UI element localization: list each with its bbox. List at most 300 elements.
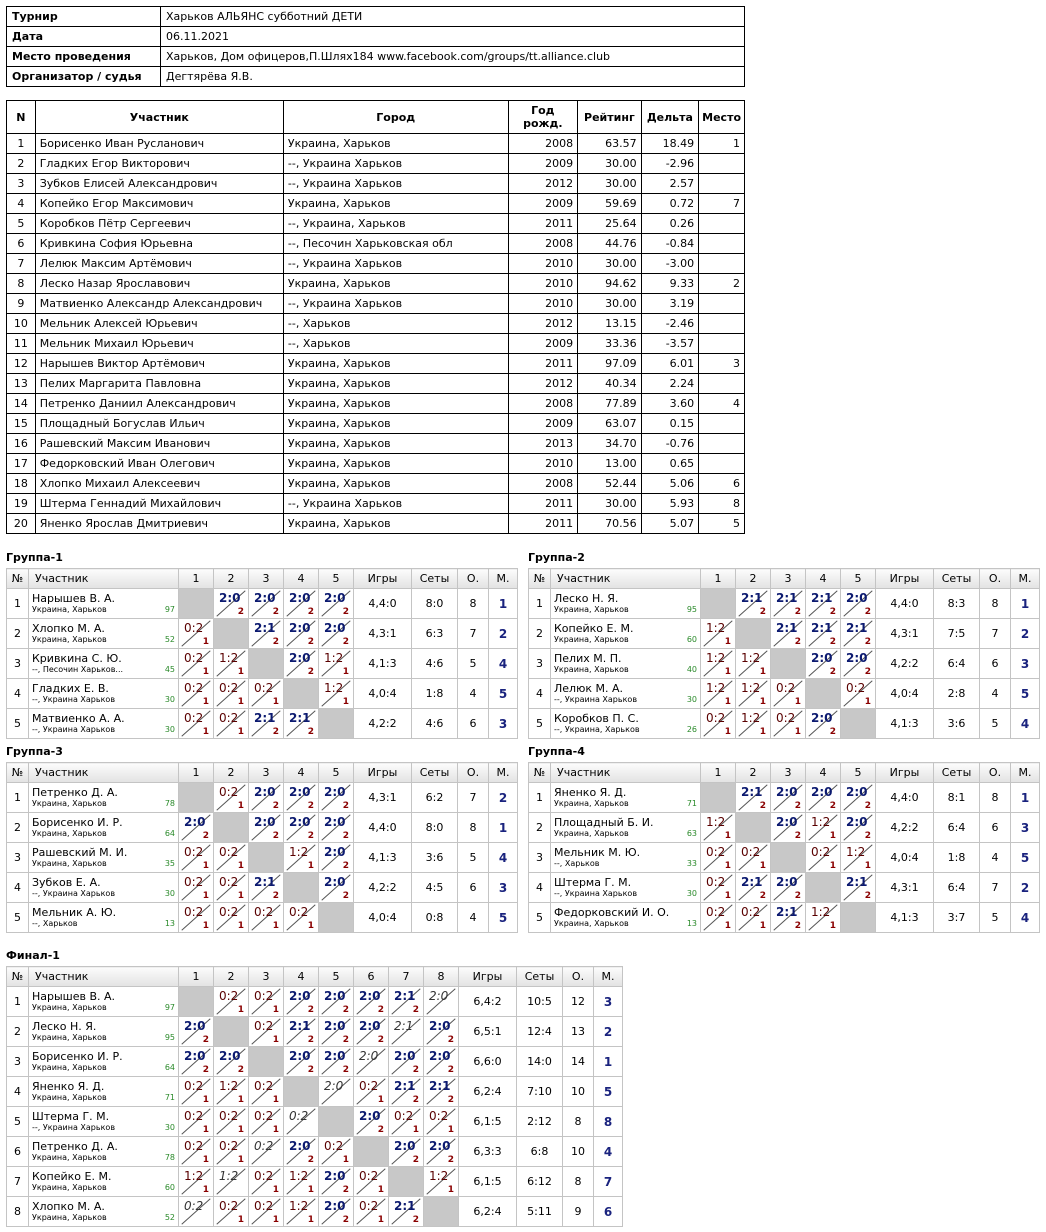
diagonal-cell [389, 1167, 424, 1197]
match-points: 2 [447, 1095, 454, 1105]
match-points: 2 [412, 1095, 419, 1105]
participant-cell: -2.96 [641, 154, 699, 174]
match-score: 2:0 [394, 1049, 416, 1063]
participant-cell: Гладких Егор Викторович [35, 154, 283, 174]
match-points: 1 [272, 1005, 279, 1015]
player-cell [29, 1197, 179, 1227]
player-rating: 30 [686, 889, 697, 898]
diagonal-cell [214, 1017, 249, 1047]
match-points: 1 [237, 727, 244, 737]
match-result-cell [389, 1047, 424, 1077]
games-count: 4,0:4 [876, 843, 934, 873]
row-number: 4 [7, 1077, 29, 1107]
participant-row [7, 134, 745, 154]
group-header: О. [563, 967, 594, 987]
info-label: Дата [7, 27, 161, 47]
match-result-cell [179, 1197, 214, 1227]
match-score: 2:1 [741, 591, 763, 605]
row-number: 5 [529, 709, 551, 739]
group-header: О. [980, 763, 1011, 783]
participant-cell: Украина, Харьков [283, 194, 508, 214]
sets-count: 2:12 [517, 1107, 563, 1137]
match-result-cell [214, 589, 249, 619]
player-cell [29, 813, 179, 843]
match-score: 2:1 [776, 905, 798, 919]
games-count: 4,1:3 [354, 649, 412, 679]
participant-row [7, 214, 745, 234]
participant-cell: 33.36 [578, 334, 641, 354]
match-points: 1 [342, 697, 349, 707]
player-cell [29, 987, 179, 1017]
player-cell [29, 1017, 179, 1047]
participant-cell: 15 [7, 414, 36, 434]
match-points: 1 [724, 727, 731, 737]
participant-cell: Мельник Алексей Юрьевич [35, 314, 283, 334]
participant-cell: Мельник Михаил Юрьевич [35, 334, 283, 354]
match-score: 2:1 [254, 621, 276, 635]
match-score: 2:0 [184, 815, 206, 829]
match-points: 1 [272, 1125, 279, 1135]
match-points: 2 [237, 1065, 244, 1075]
match-result-cell [701, 873, 736, 903]
group-header: 5 [319, 763, 354, 783]
player-cell [29, 589, 179, 619]
participant-cell: --, Украина Харьков [283, 154, 508, 174]
row-number: 3 [529, 843, 551, 873]
diagonal-cell [771, 843, 806, 873]
group-header: 4 [806, 569, 841, 589]
participant-cell: 8 [699, 494, 745, 514]
group-row [7, 679, 518, 709]
match-result-cell [771, 709, 806, 739]
match-result-cell [771, 589, 806, 619]
match-result-cell [179, 679, 214, 709]
player-city: Украина, Харьков [32, 829, 107, 838]
match-score: 2:0 [289, 651, 311, 665]
points-count: 8 [980, 589, 1011, 619]
player-rating: 30 [686, 695, 697, 704]
participant-cell: Рашевский Максим Иванович [35, 434, 283, 454]
games-count: 4,4:0 [354, 813, 412, 843]
sets-count: 2:8 [934, 679, 980, 709]
match-points: 1 [237, 1155, 244, 1165]
match-points: 2 [307, 1065, 314, 1075]
match-result-cell [179, 649, 214, 679]
match-score: 0:2 [219, 1109, 239, 1123]
match-score: 1:2 [219, 1169, 239, 1183]
match-points: 2 [447, 1035, 454, 1045]
match-points: 2 [307, 607, 314, 617]
participant-cell: Площадный Богуслав Ильич [35, 414, 283, 434]
points-count: 4 [458, 679, 489, 709]
participants-header: N [7, 101, 36, 134]
info-label: Организатор / судья [7, 67, 161, 87]
match-result-cell [214, 1047, 249, 1077]
participant-cell: 30.00 [578, 174, 641, 194]
participants-header: Дельта [641, 101, 699, 134]
row-number: 2 [529, 619, 551, 649]
match-score: 2:1 [289, 711, 311, 725]
match-result-cell [736, 783, 771, 813]
match-score: 0:2 [219, 1139, 239, 1153]
match-points: 2 [342, 1065, 349, 1075]
match-result-cell [771, 903, 806, 933]
group-row [7, 1047, 623, 1077]
participant-cell: 5 [7, 214, 36, 234]
match-result-cell [284, 589, 319, 619]
participant-row [7, 414, 745, 434]
match-points: 1 [237, 1215, 244, 1225]
match-score: 0:2 [706, 845, 726, 859]
group-header: 2 [736, 763, 771, 783]
participant-cell: Украина, Харьков [283, 454, 508, 474]
player-city: --, Харьков [554, 859, 600, 868]
match-score: 2:0 [811, 651, 833, 665]
match-points: 2 [307, 637, 314, 647]
match-score: 0:2 [776, 711, 796, 725]
group-row [7, 873, 518, 903]
match-result-cell [841, 843, 876, 873]
match-score: 2:0 [289, 1139, 311, 1153]
match-points: 1 [237, 891, 244, 901]
participant-cell: Матвиенко Александр Александрович [35, 294, 283, 314]
points-count: 8 [458, 813, 489, 843]
group-header: Игры [459, 967, 517, 987]
group-header: 2 [736, 569, 771, 589]
match-points: 1 [202, 1095, 209, 1105]
games-count: 6,1:5 [459, 1107, 517, 1137]
participant-cell: Федорковский Иван Олегович [35, 454, 283, 474]
games-count: 6,5:1 [459, 1017, 517, 1047]
participant-cell: -2.46 [641, 314, 699, 334]
match-score: 2:0 [254, 815, 276, 829]
participant-cell: 0.26 [641, 214, 699, 234]
match-points: 2 [759, 801, 766, 811]
participant-cell: Леско Назар Ярославович [35, 274, 283, 294]
place-value: 3 [1011, 813, 1040, 843]
match-score: 2:1 [846, 621, 868, 635]
match-score: 2:0 [359, 1019, 381, 1033]
participant-cell: 3.60 [641, 394, 699, 414]
participant-cell: 13.00 [578, 454, 641, 474]
match-result-cell [806, 783, 841, 813]
participant-cell [699, 154, 745, 174]
row-number: 4 [529, 679, 551, 709]
match-score: 1:2 [706, 815, 726, 829]
player-name: Борисенко И. Р. [32, 816, 123, 829]
match-score: 2:0 [184, 1019, 206, 1033]
participant-cell: 2.24 [641, 374, 699, 394]
sets-count: 14:0 [517, 1047, 563, 1077]
player-name: Петренко Д. А. [32, 1140, 118, 1153]
match-points: 1 [759, 861, 766, 871]
player-rating: 30 [164, 889, 175, 898]
match-score: 1:2 [706, 681, 726, 695]
participant-cell: 2010 [508, 254, 578, 274]
match-score: 0:2 [254, 1139, 274, 1153]
group-header: 4 [284, 967, 319, 987]
match-score: 2:1 [394, 1019, 414, 1033]
group-row [7, 589, 518, 619]
player-cell [29, 1107, 179, 1137]
match-points: 2 [864, 801, 871, 811]
player-cell [29, 1137, 179, 1167]
player-city: Украина, Харьков [554, 665, 629, 674]
match-points: 1 [237, 667, 244, 677]
player-name: Штерма Г. М. [32, 1110, 110, 1123]
match-points: 1 [307, 861, 314, 871]
match-score: 1:2 [289, 845, 309, 859]
match-score: 0:2 [359, 1199, 379, 1213]
games-count: 4,1:3 [354, 843, 412, 873]
match-points: 2 [447, 1065, 454, 1075]
match-score: 0:2 [184, 621, 204, 635]
player-name: Лелюк М. А. [554, 682, 623, 695]
match-result-cell [771, 813, 806, 843]
place-value: 1 [489, 589, 518, 619]
player-rating: 30 [164, 725, 175, 734]
match-result-cell [249, 783, 284, 813]
participant-cell: 19 [7, 494, 36, 514]
sets-count: 4:5 [412, 873, 458, 903]
match-points: 2 [342, 607, 349, 617]
match-score: 1:2 [741, 681, 761, 695]
match-result-cell [806, 903, 841, 933]
player-name: Матвиенко А. А. [32, 712, 125, 725]
player-name: Яненко Я. Д. [554, 786, 627, 799]
participant-cell: --, Украина Харьков [283, 174, 508, 194]
match-points: 2 [342, 861, 349, 871]
group-row [529, 783, 1040, 813]
place-value: 2 [594, 1017, 623, 1047]
player-name: Хлопко М. А. [32, 622, 105, 635]
match-score: 0:2 [846, 681, 866, 695]
diagonal-cell [319, 1107, 354, 1137]
games-count: 4,3:1 [354, 619, 412, 649]
group-row [7, 1077, 623, 1107]
match-points: 1 [724, 697, 731, 707]
match-score: 2:1 [811, 621, 833, 635]
sets-count: 12:4 [517, 1017, 563, 1047]
match-score: 0:2 [706, 905, 726, 919]
points-count: 5 [458, 843, 489, 873]
sets-count: 0:8 [412, 903, 458, 933]
match-result-cell [736, 873, 771, 903]
place-value: 1 [1011, 589, 1040, 619]
player-cell [551, 873, 701, 903]
participant-cell: 1 [7, 134, 36, 154]
match-points: 2 [794, 921, 801, 931]
match-points: 2 [307, 667, 314, 677]
match-points: 2 [829, 607, 836, 617]
match-points: 2 [794, 801, 801, 811]
match-result-cell [701, 813, 736, 843]
match-score: 2:0 [846, 815, 868, 829]
player-rating: 30 [164, 1123, 175, 1132]
match-points: 1 [202, 1155, 209, 1165]
points-count: 13 [563, 1017, 594, 1047]
group-header: 5 [319, 569, 354, 589]
participant-cell: 44.76 [578, 234, 641, 254]
match-result-cell [179, 619, 214, 649]
group-title: Группа-4 [528, 745, 585, 758]
points-count: 5 [980, 903, 1011, 933]
group-header: 5 [841, 569, 876, 589]
group-header: № [529, 569, 551, 589]
match-points: 1 [237, 801, 244, 811]
match-score: 2:1 [846, 875, 868, 889]
row-number: 1 [7, 589, 29, 619]
group-header: 5 [319, 967, 354, 987]
match-score: 2:0 [846, 785, 868, 799]
participant-cell: 52.44 [578, 474, 641, 494]
match-score: 1:2 [429, 1169, 449, 1183]
match-result-cell [284, 619, 319, 649]
games-count: 6,1:5 [459, 1167, 517, 1197]
participant-cell: 5.93 [641, 494, 699, 514]
match-result-cell [214, 1107, 249, 1137]
points-count: 10 [563, 1077, 594, 1107]
games-count: 4,2:2 [354, 873, 412, 903]
match-result-cell [249, 813, 284, 843]
participant-cell: 20 [7, 514, 36, 534]
participant-cell: 13 [7, 374, 36, 394]
player-city: Украина, Харьков [554, 919, 629, 928]
group-row [7, 903, 518, 933]
match-result-cell [319, 873, 354, 903]
match-result-cell [354, 987, 389, 1017]
player-city: Украина, Харьков [32, 605, 107, 614]
tournament-info-table [6, 6, 745, 87]
points-count: 14 [563, 1047, 594, 1077]
info-row [7, 27, 745, 47]
participant-cell: Украина, Харьков [283, 274, 508, 294]
player-name: Кривкина С. Ю. [32, 652, 122, 665]
sets-count: 6:3 [412, 619, 458, 649]
match-result-cell [284, 1017, 319, 1047]
match-score: 0:2 [429, 1109, 449, 1123]
match-points: 1 [724, 667, 731, 677]
diagonal-cell [214, 619, 249, 649]
match-score: 0:2 [289, 1109, 309, 1123]
player-rating: 13 [164, 919, 175, 928]
match-result-cell [841, 813, 876, 843]
participant-cell: 59.69 [578, 194, 641, 214]
match-score: 2:0 [429, 989, 449, 1003]
participant-cell: -3.57 [641, 334, 699, 354]
match-points: 2 [272, 891, 279, 901]
participant-cell: 8 [7, 274, 36, 294]
match-score: 0:2 [184, 651, 204, 665]
match-points: 2 [342, 1005, 349, 1015]
games-count: 4,4:0 [876, 589, 934, 619]
match-score: 1:2 [846, 845, 866, 859]
player-rating: 13 [686, 919, 697, 928]
participant-cell: 6.01 [641, 354, 699, 374]
match-result-cell [214, 1167, 249, 1197]
player-city: --, Песочин Харьков... [32, 665, 124, 674]
match-score: 2:0 [289, 591, 311, 605]
points-count: 5 [980, 709, 1011, 739]
diagonal-cell [841, 903, 876, 933]
diagonal-cell [319, 709, 354, 739]
match-result-cell [249, 589, 284, 619]
match-result-cell [214, 903, 249, 933]
player-name: Пелих М. П. [554, 652, 622, 665]
match-result-cell [214, 873, 249, 903]
info-row [7, 47, 745, 67]
participant-cell: 5.07 [641, 514, 699, 534]
participant-cell: 2012 [508, 314, 578, 334]
match-result-cell [249, 1017, 284, 1047]
match-points: 2 [377, 1005, 384, 1015]
diagonal-cell [249, 649, 284, 679]
player-city: Украина, Харьков [554, 829, 629, 838]
match-result-cell [319, 1077, 354, 1107]
match-score: 2:0 [324, 1169, 346, 1183]
group-row [529, 813, 1040, 843]
points-count: 4 [980, 679, 1011, 709]
match-score: 0:2 [811, 845, 831, 859]
participant-cell [699, 174, 745, 194]
match-score: 2:0 [394, 1139, 416, 1153]
place-value: 5 [594, 1077, 623, 1107]
match-result-cell [701, 649, 736, 679]
player-rating: 71 [686, 799, 697, 808]
match-score: 2:0 [324, 785, 346, 799]
group-header: Сеты [934, 569, 980, 589]
match-score: 2:1 [394, 1079, 416, 1093]
match-points: 2 [342, 1035, 349, 1045]
match-result-cell [214, 843, 249, 873]
player-name: Площадный Б. И. [554, 816, 654, 829]
match-points: 2 [342, 1185, 349, 1195]
participant-cell: 2010 [508, 294, 578, 314]
match-result-cell [284, 649, 319, 679]
participant-cell: 2010 [508, 454, 578, 474]
group-header: Сеты [412, 569, 458, 589]
diagonal-cell [424, 1197, 459, 1227]
group-header: 3 [249, 569, 284, 589]
points-count: 12 [563, 987, 594, 1017]
participant-row [7, 274, 745, 294]
diagonal-cell [249, 1047, 284, 1077]
match-score: 2:0 [776, 785, 798, 799]
match-score: 2:0 [776, 815, 798, 829]
match-points: 1 [794, 727, 801, 737]
player-name: Мельник А. Ю. [32, 906, 117, 919]
place-value: 4 [1011, 903, 1040, 933]
player-cell [551, 619, 701, 649]
group-header: 6 [354, 967, 389, 987]
match-score: 0:2 [254, 1079, 274, 1093]
match-result-cell [354, 1077, 389, 1107]
match-score: 2:1 [811, 591, 833, 605]
player-name: Нарышев В. А. [32, 990, 116, 1003]
match-result-cell [179, 709, 214, 739]
participant-cell: 2008 [508, 134, 578, 154]
row-number: 1 [7, 783, 29, 813]
participant-cell: --, Украина, Харьков [283, 214, 508, 234]
group-row [7, 1107, 623, 1137]
match-result-cell [424, 1137, 459, 1167]
participant-cell: 7 [699, 194, 745, 214]
match-result-cell [354, 1017, 389, 1047]
games-count: 4,2:2 [354, 709, 412, 739]
match-score: 0:2 [184, 1079, 204, 1093]
match-result-cell [249, 987, 284, 1017]
participant-cell: Украина, Харьков [283, 354, 508, 374]
